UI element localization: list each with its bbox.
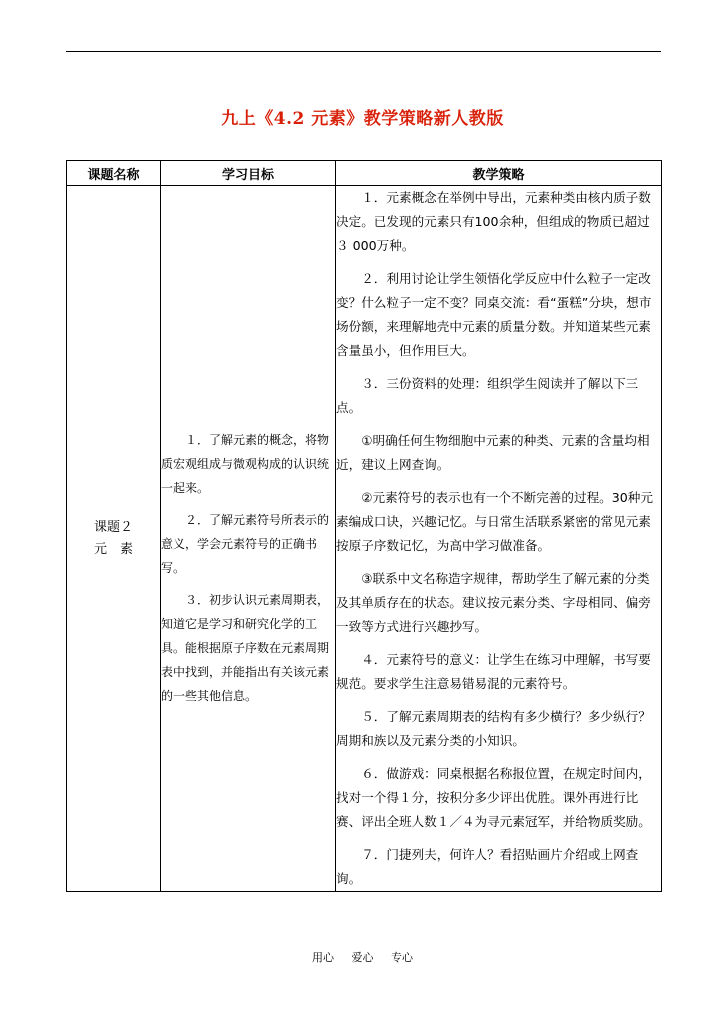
goal-item: １．了解元素的概念，将物质宏观组成与微观构成的认识统一起来。: [161, 433, 330, 495]
strategy-item: ２．利用讨论让学生领悟化学反应中什么粒子一定改变？什么粒子一定不变？同桌交流：看“蛋糕”分块，想市场份额，来理解地壳中元素的质量分数。并知道某些元素含量虽小，但作用巨大。: [336, 271, 652, 358]
lesson-topic: 元 素: [93, 541, 133, 557]
strategy-item: ７．门捷列夫，何许人？看招贴画片介绍或上网查询。: [336, 847, 639, 886]
strategy-item: ①明确任何生物细胞中元素的种类、元素的含量均相近，建议上网查询。: [336, 433, 650, 472]
learning-goals-cell: [161, 186, 336, 892]
goal-list: [161, 186, 335, 708]
footer-word: 爱心: [351, 951, 374, 964]
footer-word: 用心: [312, 951, 334, 964]
document-title: 九上《4.2 元素》教学策略新人教版: [221, 109, 504, 129]
strategy-item: ５．了解元素周期表的结构有多少横行？多少纵行？周期和族以及元素分类的小知识。: [336, 709, 651, 748]
header-rule: [66, 51, 661, 52]
lesson-number: 课题２: [93, 519, 133, 535]
lesson-name-cell: [67, 186, 161, 892]
strategy-item: ②元素符号的表示也有一个不断完善的过程。30种元素编成口诀，兴趣记忆。与日常生活联系紧密的常见元素按原子序数记忆，为高中学习做准备。: [336, 490, 653, 553]
strategy-item: ③联系中文名称造字规律，帮助学生了解元素的分类及其单质存在的状态。建议按元素分类、字母相同、偏旁一致等方式进行兴趣抄写。: [336, 571, 651, 634]
strategy-item: ６．做游戏：同桌根据名称报位置，在规定时间内，找对一个得１分，按积分多少评出优胜。课外再进行比赛、评出全班人数１／４为寻元素冠军，并给物质奖励。: [336, 766, 651, 829]
strategy-item: １．元素概念在举例中导出，元素种类由核内质子数决定。已发现的元素只有100余种，但组成的物质已超过３ 000万种。: [336, 190, 651, 253]
goal-item: ３．初步认识元素周期表，知道它是学习和研究化学的工具。能根据原子序数在元素周期表中找到，并能指出有关该元素的一些其他信息。: [161, 593, 330, 703]
teaching-strategy-cell: [336, 186, 662, 892]
strategy-item: ４．元素符号的意义：让学生在练习中理解，书写要规范。要求学生注意易错易混的元素符号。: [336, 652, 651, 691]
strategy-item: ３．三份资料的处理：组织学生阅读并了解以下三点。: [336, 376, 639, 415]
header-lesson-name: 课题名称: [67, 161, 161, 186]
table-header-row: [67, 161, 662, 186]
footer-word: 专心: [391, 951, 413, 964]
header-learning-goals: 学习目标: [161, 161, 336, 186]
goal-item: ２．了解元素符号所表示的意义，学会元素符号的正确书写。: [161, 513, 330, 575]
lesson-table: [66, 160, 662, 892]
header-teaching-strategy: 教学策略: [336, 161, 662, 186]
table-row: [67, 186, 662, 892]
page-footer: [0, 949, 725, 965]
